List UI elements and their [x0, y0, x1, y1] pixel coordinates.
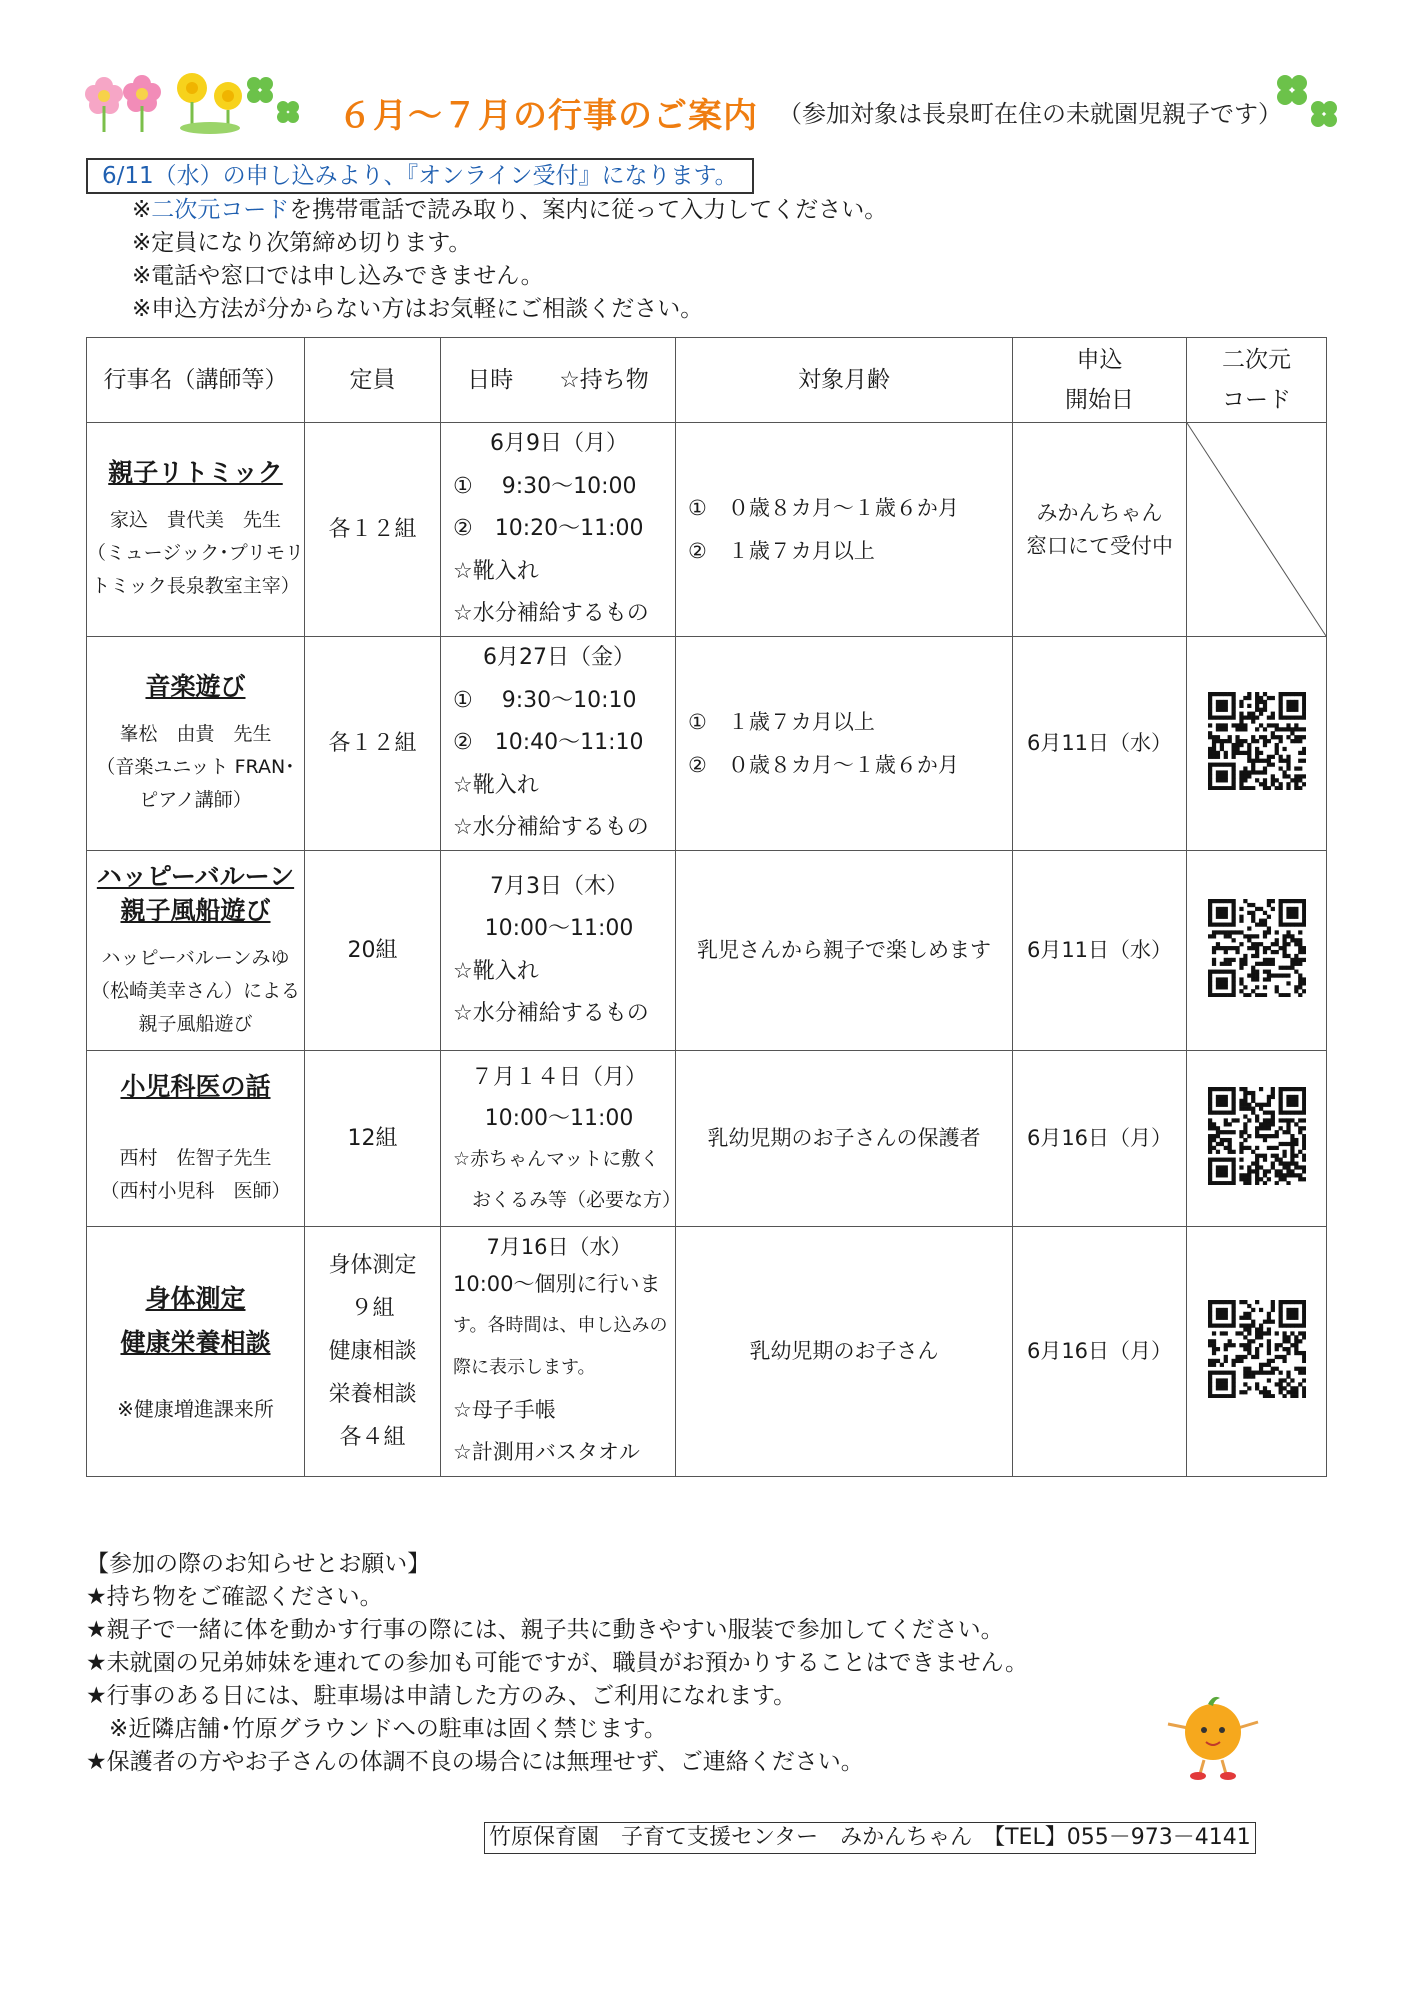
start-date-cell: 6月11日（水） [1013, 637, 1187, 851]
header-start-date: 申込 開始日 [1013, 338, 1187, 423]
event-name-cell [87, 637, 305, 851]
datetime-cell: 7月3日（木） 10:00～11:00 ☆靴入れ ☆水分補給するもの [441, 851, 676, 1051]
header-datetime: 日時 ☆持ち物 [441, 338, 676, 423]
note-qr-instruction: ※二次元コードを携帯電話で読み取り、案内に従って入力してください。 [132, 197, 888, 223]
start-date-cell: 6月16日（月） [1013, 1051, 1187, 1227]
target-age-cell: ① １歳７カ月以上 ② ０歳８カ月～１歳６か月 [676, 637, 1013, 851]
header-capacity: 定員 [305, 338, 441, 423]
event-name-cell [87, 1051, 305, 1227]
lecturer-info: 峯松 由貴 先生 （音楽ユニット FRAN･ ピアノ講師） [96, 723, 295, 811]
target-age-cell: 乳児さんから親子で楽しめます [676, 851, 1013, 1051]
qr-code-cell [1187, 851, 1327, 1051]
qr-code-cell [1187, 1051, 1327, 1227]
capacity-cell: 各１２組 [305, 423, 441, 637]
target-age-cell: ① ０歳８カ月～１歳６か月 ② １歳７カ月以上 [676, 423, 1013, 637]
orange-mascot-icon [1158, 1688, 1268, 1784]
start-date-cell: 6月11日（水） [1013, 851, 1187, 1051]
event-title-line2: 親子風船遊び [120, 896, 271, 925]
capacity-cell: 12組 [305, 1051, 441, 1227]
table-row [87, 637, 1327, 851]
page-subtitle: （参加対象は長泉町在住の未就園児親子です） [778, 100, 1282, 128]
contact-info: 竹原保育園 子育て支援センター みかんちゃん 【TEL】055－973－4141 [484, 1822, 1256, 1854]
table-row [87, 1227, 1327, 1477]
note-item: ※近隣店舗･竹原グラウンドへの駐車は固く禁じます。 [86, 1716, 667, 1742]
online-registration-notice: 6/11（水）の申し込みより、『オンライン受付』になります。 [86, 158, 754, 194]
notice-notes [132, 194, 887, 326]
qr-code-cell [1187, 1227, 1327, 1477]
page-title: ６月～７月の行事のご案内 [338, 96, 758, 136]
participation-notes [86, 1548, 1028, 1779]
start-date-cell: 6月16日（月） [1013, 1227, 1187, 1477]
target-age-cell: 乳幼児期のお子さん [676, 1227, 1013, 1477]
note-item: ★親子で一緒に体を動かす行事の際には、親子共に動きやすい服装で参加してください。 [86, 1617, 1004, 1643]
qr-code-icon[interactable] [1208, 1087, 1306, 1185]
target-age-cell: 乳幼児期のお子さんの保護者 [676, 1051, 1013, 1227]
event-title: ハッピーバルーン [96, 862, 295, 891]
datetime-cell: 6月9日（月） ① 9:30～10:00 ② 10:20～11:00 ☆靴入れ ☆水分補給するもの [441, 423, 676, 637]
event-name-cell [87, 1227, 305, 1477]
table-row [87, 851, 1327, 1051]
qr-code-icon[interactable] [1208, 899, 1306, 997]
note-consult: ※申込方法が分からない方はお気軽にご相談ください。 [132, 296, 704, 322]
header-event-name: 行事名（講師等） [87, 338, 305, 423]
note-item: ★未就園の兄弟姉妹を連れての参加も可能ですが、職員がお預かりすることはできません。 [86, 1650, 1028, 1676]
flowers-decoration-icon [82, 66, 302, 138]
event-title-line2: 健康栄養相談 [120, 1328, 271, 1357]
event-title: 身体測定 [145, 1284, 246, 1313]
event-title: 親子リトミック [108, 458, 283, 487]
lecturer-info: 家込 貴代美 先生 （ミュージック･プリモリ トミック長泉教室主宰） [87, 509, 304, 597]
diagonal-strike-icon [1187, 423, 1326, 636]
capacity-cell: 身体測定 ９組 健康相談 栄養相談 各４組 [305, 1227, 441, 1477]
qr-code-icon[interactable] [1208, 692, 1306, 790]
capacity-cell: 各１２組 [305, 637, 441, 851]
note-item: ★持ち物をご確認ください。 [86, 1584, 383, 1610]
header-qr-code: 二次元 コード [1187, 338, 1327, 423]
lecturer-info: ※健康増進課来所 [117, 1397, 274, 1421]
qr-code-icon[interactable] [1208, 1300, 1306, 1398]
table-row [87, 423, 1327, 637]
note-no-phone: ※電話や窓口では申し込みできません。 [132, 263, 544, 289]
datetime-cell: 7月16日（水） 10:00～個別に行いま す。各時間は、申し込みの 際に表示します。 ☆母子手帳 ☆計測用バスタオル [441, 1227, 676, 1477]
lecturer-info: ハッピーバルーンみゆ （松崎美幸さん）による 親子風船遊び [90, 947, 300, 1035]
table-header-row [87, 338, 1327, 423]
events-table [86, 337, 1327, 1477]
table-row [87, 1051, 1327, 1227]
lecturer-info: 西村 佐智子先生 （西村小児科 医師） [100, 1146, 291, 1202]
header-target-age: 対象月齢 [676, 338, 1013, 423]
event-name-cell [87, 423, 305, 637]
qr-code-cell [1187, 637, 1327, 851]
note-item: ★行事のある日には、駐車場は申請した方のみ、ご利用になれます。 [86, 1683, 797, 1709]
event-title: 音楽遊び [145, 672, 246, 701]
event-name-cell [87, 851, 305, 1051]
event-title: 小児科医の話 [120, 1071, 271, 1101]
capacity-cell: 20組 [305, 851, 441, 1051]
note-capacity: ※定員になり次第締め切ります。 [132, 230, 472, 256]
note-item: ★保護者の方やお子さんの体調不良の場合には無理せず、ご連絡ください。 [86, 1749, 864, 1775]
datetime-cell: 6月27日（金） ① 9:30～10:10 ② 10:40～11:10 ☆靴入れ ☆水分補給するもの [441, 637, 676, 851]
datetime-cell: ７月１４日（月） 10:00～11:00 ☆赤ちゃんマットに敷く おくるみ等（必要な方） [441, 1051, 676, 1227]
notes-heading: 【参加の際のお知らせとお願い】 [86, 1551, 431, 1577]
qr-code-cell-empty [1187, 423, 1327, 637]
start-date-cell: みかんちゃん 窓口にて受付中 [1013, 423, 1187, 637]
